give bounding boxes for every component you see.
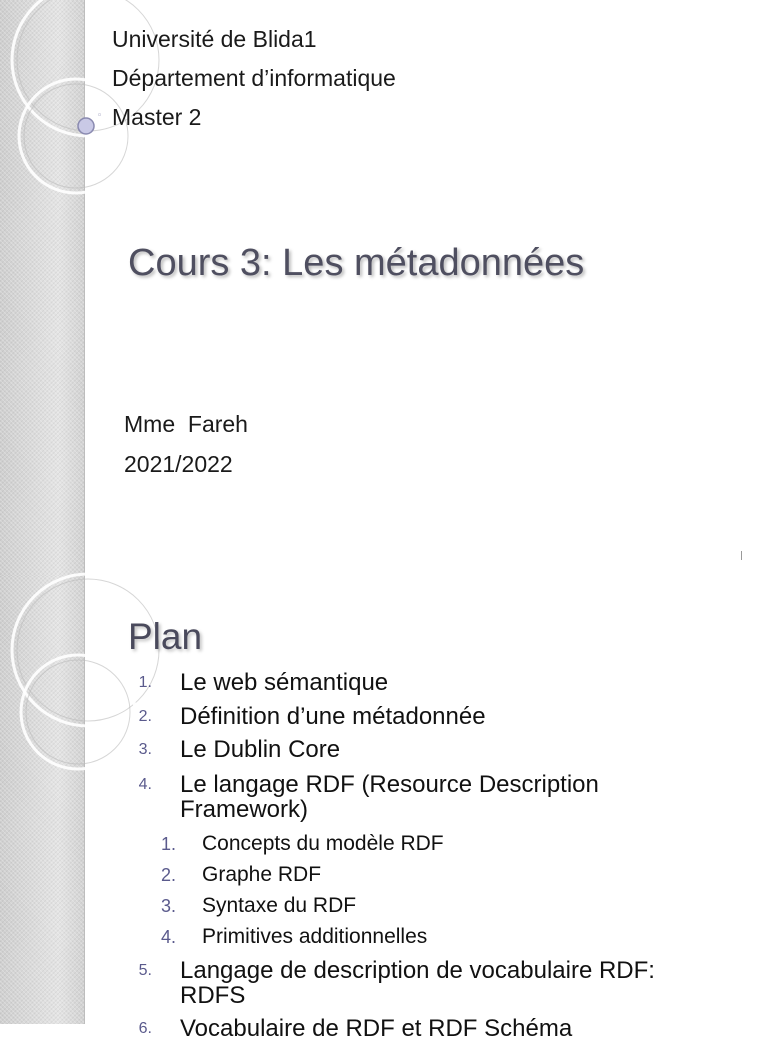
item-number: 2. bbox=[138, 708, 152, 725]
circle-knob-icon bbox=[78, 118, 94, 134]
item-text: Langage de description de vocabulaire RDF: bbox=[180, 957, 655, 984]
sub-item-text: Syntaxe du RDF bbox=[202, 894, 357, 917]
item-number: 1. bbox=[138, 674, 152, 691]
item-text: Vocabulaire de RDF et RDF Schéma bbox=[180, 1015, 573, 1042]
item-text-continued: Framework) bbox=[180, 796, 309, 823]
department-name: Département d’informatique bbox=[112, 65, 396, 91]
sub-item-number: 4. bbox=[160, 927, 176, 947]
item-text: Le langage RDF (Resource Description bbox=[180, 771, 599, 798]
course-title: Cours 3: Les métadonnées bbox=[128, 242, 585, 284]
item-number: 3. bbox=[138, 741, 152, 758]
university-name: Université de Blida1 bbox=[112, 26, 317, 52]
academic-year: 2021/2022 bbox=[124, 451, 233, 477]
circle-decoration bbox=[0, 576, 140, 776]
item-text: Le Dublin Core bbox=[180, 736, 341, 763]
sub-item-text: Primitives additionnelles bbox=[202, 925, 428, 948]
item-text: Définition d’une métadonnée bbox=[180, 703, 486, 730]
sub-item-number: 2. bbox=[160, 865, 176, 885]
sub-item-number: 1. bbox=[160, 834, 176, 854]
sub-item-text: Graphe RDF bbox=[202, 863, 322, 886]
item-number: 4. bbox=[138, 776, 152, 793]
bullet-icon: ◦ bbox=[97, 111, 103, 121]
item-number: 5. bbox=[138, 962, 152, 979]
item-text: Le web sémantique bbox=[180, 669, 389, 696]
sub-item-text: Concepts du modèle RDF bbox=[202, 832, 444, 855]
plan-title: Plan bbox=[128, 616, 203, 657]
item-number: 6. bbox=[138, 1020, 152, 1037]
slide-plan bbox=[0, 576, 768, 1042]
header-block bbox=[112, 20, 396, 137]
program-name: Master 2 bbox=[112, 104, 202, 130]
sub-item-number: 3. bbox=[160, 896, 176, 916]
author-block bbox=[124, 404, 248, 484]
page-marker bbox=[741, 551, 742, 560]
item-text-continued: RDFS bbox=[180, 982, 246, 1009]
author-name: Mme Fareh bbox=[124, 411, 248, 437]
